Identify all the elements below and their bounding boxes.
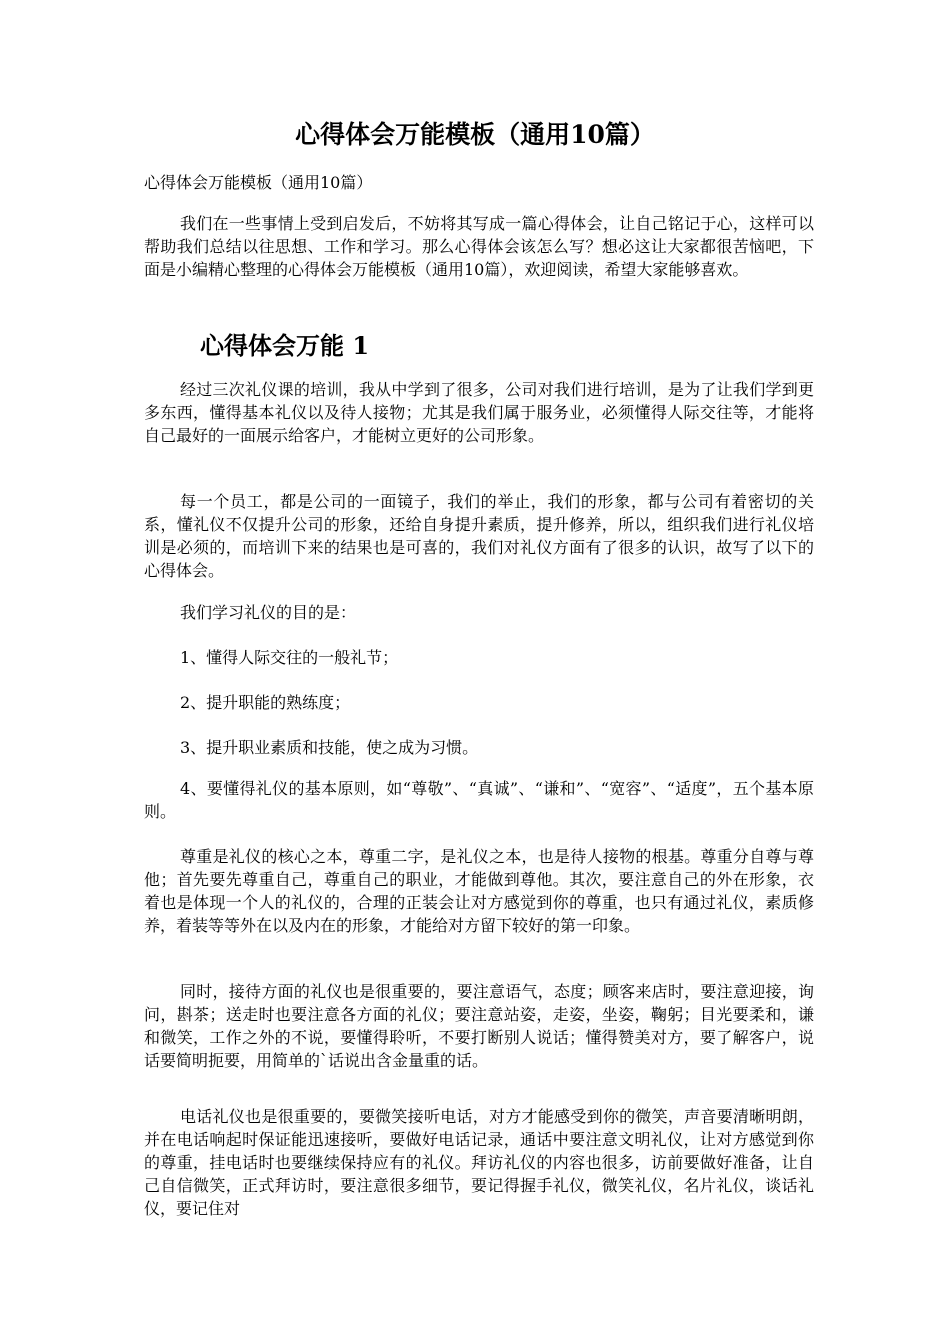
list-item: 2、提升职能的熟练度； (180, 693, 351, 712)
document-title: 心得体会万能模板（通用10篇） (295, 120, 655, 149)
body-paragraph: 同时，接待方面的礼仪也是很重要的，要注意语气，态度；顾客来店时，要注意迎接，询问，斟茶；送走时也要注意各方面的礼仪；要注意站姿，走姿，坐姿，鞠躬；目光要柔和，谦和微笑，工作之外的不说，要懂得聆听，不要打断别人说话；懂得赞美对方，要了解客户，说话要简明扼要，用简单的`话说出含金量重的话。 (144, 982, 814, 1070)
document-subtitle: 心得体会万能模板（通用10篇） (144, 173, 373, 192)
list-item: 3、提升职业素质和技能，使之成为习惯。 (180, 738, 479, 757)
body-paragraph: 尊重是礼仪的核心之本，尊重二字，是礼仪之本，也是待人接物的根基。尊重分自尊与尊他；首先要先尊重自己，尊重自己的职业，才能做到尊他。其次，要注意自己的外在形象，衣着也是体现一个人的礼仪的，合理的正装会让对方感觉到你的尊重，也只有通过礼仪，素质修养，着装等等外在以及内在的形象，才能给对方留下较好的第一印象。 (144, 847, 814, 935)
section-heading: 心得体会万能 1 (200, 331, 370, 360)
body-paragraph: 每一个员工，都是公司的一面镜子，我们的举止，我们的形象，都与公司有着密切的关系，懂礼仪不仅提升公司的形象，还给自身提升素质，提升修养，所以，组织我们进行礼仪培训是必须的，而培训下来的结果也是可喜的，我们对礼仪方面有了很多的认识，故写了以下的心得体会。 (144, 492, 814, 580)
intro-paragraph: 我们在一些事情上受到启发后，不妨将其写成一篇心得体会，让自己铭记于心，这样可以帮助我们总结以往思想、工作和学习。那么心得体会该怎么写？想必这让大家都很苦恼吧，下面是小编精心整理的心得体会万能模板（通用10篇），欢迎阅读，希望大家能够喜欢。 (144, 214, 814, 279)
body-paragraph: 我们学习礼仪的目的是： (180, 603, 357, 622)
list-item: 4、要懂得礼仪的基本原则，如“尊敬”、“真诚”、“谦和”、“宽容”、“适度”，五个基本原则。 (144, 779, 814, 821)
list-item: 1、懂得人际交往的一般礼节； (180, 648, 399, 667)
body-paragraph: 经过三次礼仪课的培训，我从中学到了很多，公司对我们进行培训，是为了让我们学到更多东西，懂得基本礼仪以及待人接物；尤其是我们属于服务业，必须懂得人际交往等，才能将自己最好的一面展示给客户，才能树立更好的公司形象。 (144, 380, 814, 445)
body-paragraph: 电话礼仪也是很重要的，要微笑接听电话，对方才能感受到你的微笑，声音要清晰明朗，并在电话响起时保证能迅速接听，要做好电话记录，通话中要注意文明礼仪，让对方感觉到你的尊重，挂电话时也要继续保持应有的礼仪。拜访礼仪的内容也很多，访前要做好准备，让自己自信微笑，正式拜访时，要注意很多细节，要记得握手礼仪，微笑礼仪，名片礼仪，谈话礼仪，要记住对 (144, 1107, 814, 1218)
